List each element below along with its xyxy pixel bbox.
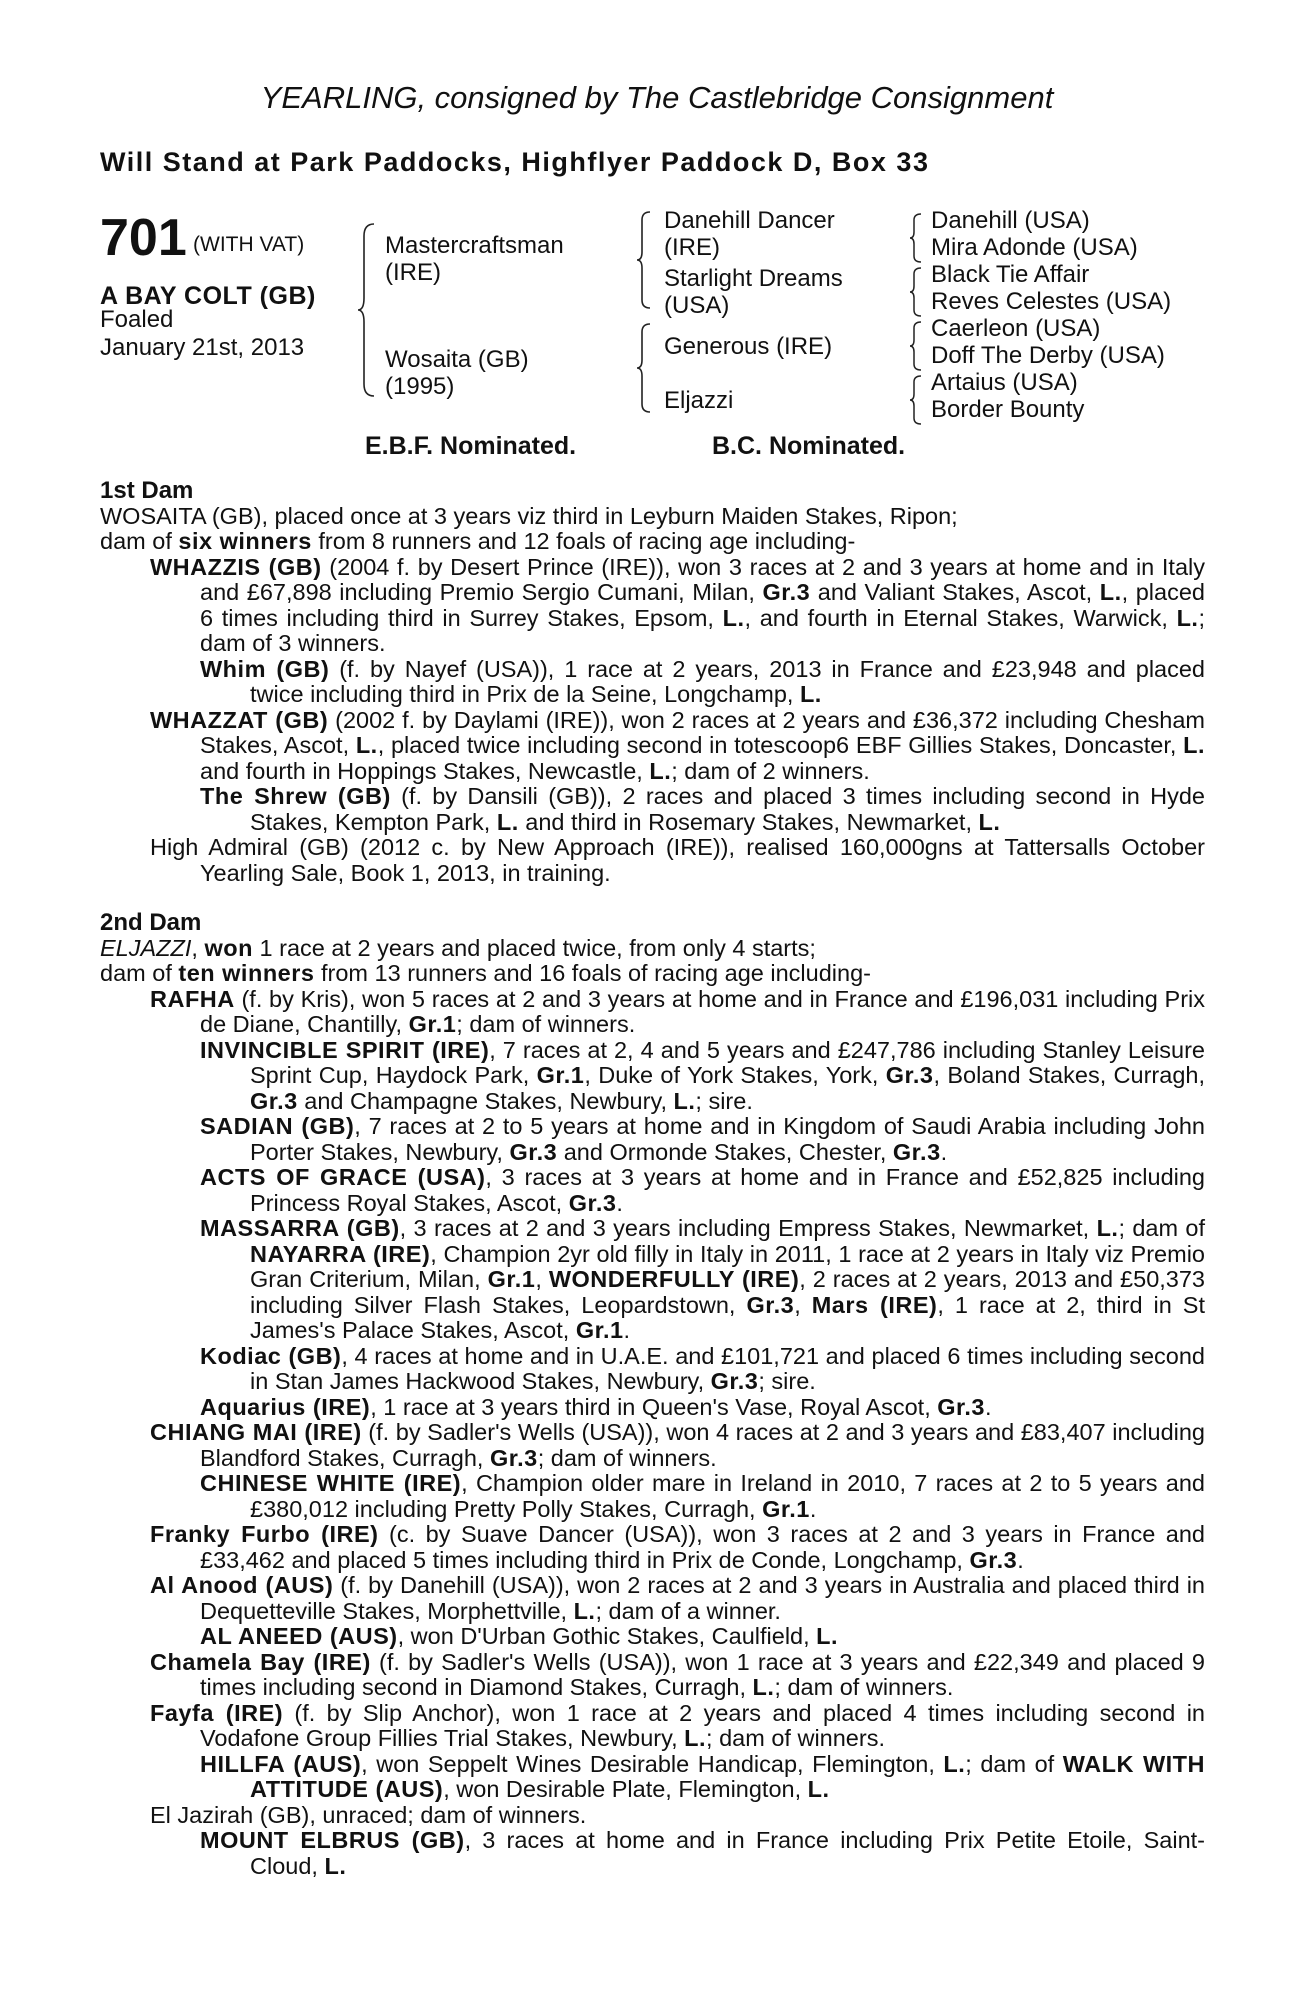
- produce-entry: INVINCIBLE SPIRIT (IRE), 7 races at 2, 4 and 5 years and £247,786 including Stanley Leisure Sprint Cup, Haydock Park, Gr.1, Duke of York Stakes, York, Gr.3, Boland Stakes, Curragh, Gr.3 and Champagne Stakes, Newbury, L.; sire.: [200, 1036, 1205, 1114]
- sire-dam-suffix: (USA): [664, 292, 730, 319]
- sire-name: Mastercraftsman: [385, 232, 564, 259]
- produce-entry: Franky Furbo (IRE) (c. by Suave Dancer (USA)), won 3 races at 2 and 3 years in France and £33,462 and placed 5 times including third in Prix de Conde, Longchamp, Gr.3.: [150, 1521, 1205, 1573]
- produce-entry: Al Anood (AUS) (f. by Danehill (USA)), won 2 races at 2 and 3 years in Australia and placed third in Dequetteville Stakes, Morphettville, L.; dam of a winner.: [150, 1572, 1205, 1624]
- produce-name: Franky Furbo (IRE): [150, 1521, 379, 1547]
- produce-name: Aquarius (IRE): [200, 1393, 371, 1420]
- lot-number: 701: [100, 209, 187, 267]
- dam-line-brace: [635, 322, 653, 414]
- second-dam-summary: dam of ten winners from 13 runners and 16 foals of racing age including-: [100, 960, 871, 986]
- sire-sire-name: Danehill Dancer: [664, 207, 835, 234]
- produce-record: [100, 478, 1205, 1879]
- catalogue-heading: YEARLING, consigned by The Castlebridge Consignment: [260, 80, 1054, 115]
- second-dam-intro: ELJAZZI, won 1 race at 2 years and placed twice, from only 4 starts;: [100, 934, 816, 961]
- produce-entry: High Admiral (GB) (2012 c. by New Approach (IRE)), realised 160,000gns at Tattersalls October Yearling Sale, Book 1, 2013, in training.: [150, 834, 1205, 886]
- sire-dam-name: Starlight Dreams: [664, 265, 843, 292]
- produce-entry: MOUNT ELBRUS (GB), 3 races at home and in France including Prix Petite Etoile, Saint-Cloud, L.: [200, 1827, 1205, 1879]
- produce-name: Fayfa (IRE): [150, 1699, 284, 1726]
- produce-name: MOUNT ELBRUS (GB): [200, 1827, 465, 1853]
- produce-entry: HILLFA (AUS), won Seppelt Wines Desirable Handicap, Flemington, L.; dam of WALK WITH ATTITUDE (AUS), won Desirable Plate, Flemington, L.: [200, 1750, 1205, 1802]
- produce-entry: CHIANG MAI (IRE) (f. by Sadler's Wells (USA)), won 4 races at 2 and 3 years and £83,407 including Blandford Stakes, Curragh, Gr.3; dam of winners.: [150, 1419, 1205, 1471]
- produce-entry: ACTS OF GRACE (USA), 3 races at 3 years at home and in France and £52,825 including Princess Royal Stakes, Ascot, Gr.3.: [200, 1164, 1205, 1216]
- produce-entry: WHAZZIS (GB) (2004 f. by Desert Prince (IRE)), won 3 races at 2 and 3 years at home and in Italy and £67,898 including Premio Sergio Cumani, Milan, Gr.3 and Valiant Stakes, Ascot, L., placed 6 times including third in Surrey Stakes, Epsom, L., and fourth in Eternal Stakes, Warwick, L.; dam of 3 winners.: [150, 553, 1206, 656]
- produce-name: HILLFA (AUS): [200, 1750, 362, 1777]
- g3-ancestor: Artaius (USA): [931, 369, 1078, 396]
- first-dam-name: WOSAITA (GB): [100, 502, 262, 529]
- produce-name: WHAZZIS (GB): [150, 553, 322, 580]
- dam-name: Wosaita (GB): [385, 346, 529, 373]
- sire-sire-suffix: (IRE): [664, 234, 720, 261]
- sire-line-brace: [635, 210, 653, 310]
- produce-name: CHINESE WHITE (IRE): [200, 1470, 462, 1496]
- produce-entry: Aquarius (IRE), 1 race at 3 years third in Queen's Vase, Royal Ascot, Gr.3.: [200, 1393, 992, 1420]
- g3-ancestor: Caerleon (USA): [931, 315, 1101, 342]
- foaled-date: January 21st, 2013: [100, 334, 305, 361]
- g3-ancestor: Danehill (USA): [931, 207, 1090, 234]
- produce-entry: SADIAN (GB), 7 races at 2 to 5 years at home and in Kingdom of Saudi Arabia including John Porter Stakes, Newbury, Gr.3 and Ormonde Stakes, Chester, Gr.3.: [200, 1113, 1205, 1165]
- produce-name: WHAZZAT (GB): [150, 706, 329, 733]
- produce-name: RAFHA: [150, 985, 235, 1012]
- lot-description: A BAY COLT (GB): [100, 282, 316, 310]
- g3-ancestor: Border Bounty: [931, 396, 1085, 423]
- produce-name: Kodiac (GB): [200, 1342, 342, 1369]
- stand-location: Will Stand at Park Paddocks, Highflyer Paddock D, Box 33: [100, 147, 930, 177]
- produce-entry: MASSARRA (GB), 3 races at 2 and 3 years including Empress Stakes, Newmarket, L.; dam of NAYARRA (IRE), Champion 2yr old filly in Italy in 2011, 1 race at 2 years in Italy viz Premio Gran Criterium, Milan, Gr.1, WONDERFULLY (IRE), 2 races at 2 years, 2013 and £50,373 including Silver Flash Stakes, Leopardstown, Gr.3, Mars (IRE), 1 race at 2, third in St James's Palace Stakes, Ascot, Gr.1.: [200, 1215, 1206, 1343]
- produce-entry: Whim (GB) (f. by Nayef (USA)), 1 race at 2 years, 2013 in France and £23,948 and placed twice including third in Prix de la Seine, Longchamp, L.: [200, 655, 1206, 707]
- vat-note: (WITH VAT): [193, 233, 305, 256]
- dam-year: (1995): [385, 373, 455, 400]
- produce-entry: RAFHA (f. by Kris), won 5 races at 2 and 3 years at home and in France and £196,031 including Prix de Diane, Chantilly, Gr.1; dam of winners.: [150, 985, 1205, 1037]
- first-dam-heading: 1st Dam: [100, 477, 194, 504]
- produce-entry: CHINESE WHITE (IRE), Champion older mare in Ireland in 2010, 7 races at 2 to 5 years and £380,012 including Pretty Polly Stakes, Curragh, Gr.1.: [200, 1470, 1205, 1522]
- bc-nomination: B.C. Nominated.: [712, 432, 906, 460]
- g3-ancestor: Black Tie Affair: [931, 261, 1090, 288]
- produce-entry: The Shrew (GB) (f. by Dansili (GB)), 2 races and placed 3 times including second in Hyde Stakes, Kempton Park, L. and third in Rosemary Stakes, Newmarket, L.: [200, 783, 1205, 835]
- foaled-label: Foaled: [100, 306, 174, 333]
- sire-dam-brace: [356, 222, 378, 398]
- produce-name: Chamela Bay (IRE): [150, 1648, 371, 1675]
- second-dam-name: ELJAZZI: [100, 934, 192, 961]
- g3-ancestor: Mira Adonde (USA): [931, 234, 1138, 261]
- produce-entry: Kodiac (GB), 4 races at home and in U.A.E. and £101,721 and placed 6 times including second in Stan James Hackwood Stakes, Newbury, Gr.3; sire.: [200, 1342, 1205, 1394]
- first-dam-summary: dam of six winners from 8 runners and 12 foals of racing age including-: [100, 528, 856, 554]
- g3-brace-3: [908, 320, 924, 372]
- produce-name: MASSARRA (GB): [200, 1215, 400, 1241]
- produce-name: INVINCIBLE SPIRIT (IRE): [200, 1036, 490, 1063]
- g3-brace-2: [908, 266, 924, 318]
- dam-sire-name: Generous (IRE): [664, 333, 833, 360]
- second-dam-heading: 2nd Dam: [100, 909, 202, 936]
- ebf-nomination: E.B.F. Nominated.: [365, 432, 577, 460]
- produce-name: ACTS OF GRACE (USA): [200, 1164, 486, 1190]
- produce-entry: Chamela Bay (IRE) (f. by Sadler's Wells (USA)), won 1 race at 3 years and £22,349 and placed 9 times including second in Diamond Stakes, Curragh, L.; dam of winners.: [150, 1648, 1206, 1700]
- produce-name: CHIANG MAI (IRE): [150, 1419, 362, 1445]
- second-dam-produce-list: [100, 987, 1205, 1880]
- produce-name: SADIAN (GB): [200, 1113, 355, 1139]
- produce-name: Whim (GB): [200, 655, 330, 682]
- produce-entry: WHAZZAT (GB) (2002 f. by Daylami (IRE)), won 2 races at 2 years and £36,372 including Chesham Stakes, Ascot, L., placed twice including second in totescoop6 EBF Gillies Stakes, Doncaster, L. and fourth in Hoppings Stakes, Newcastle, L.; dam of 2 winners.: [150, 706, 1205, 784]
- produce-name: The Shrew (GB): [200, 783, 391, 809]
- dam-dam-name: Eljazzi: [664, 387, 734, 414]
- g3-ancestor: Reves Celestes (USA): [931, 288, 1172, 315]
- g3-ancestor: Doff The Derby (USA): [931, 342, 1165, 369]
- produce-entry: El Jazirah (GB), unraced; dam of winners.: [150, 1801, 587, 1828]
- first-dam-produce-list: [100, 555, 1205, 887]
- g3-brace-1: [908, 212, 924, 264]
- produce-entry: AL ANEED (AUS), won D'Urban Gothic Stakes, Caulfield, L.: [200, 1623, 839, 1649]
- produce-name: AL ANEED (AUS): [200, 1623, 398, 1649]
- produce-entry: Fayfa (IRE) (f. by Slip Anchor), won 1 race at 2 years and placed 4 times including second in Vodafone Group Fillies Trial Stakes, Newbury, L.; dam of winners.: [150, 1699, 1205, 1751]
- produce-name: Al Anood (AUS): [150, 1572, 334, 1598]
- g3-brace-4: [908, 374, 924, 426]
- sire-suffix: (IRE): [385, 259, 441, 286]
- first-dam-intro: WOSAITA (GB), placed once at 3 years viz third in Leyburn Maiden Stakes, Ripon;: [100, 502, 958, 529]
